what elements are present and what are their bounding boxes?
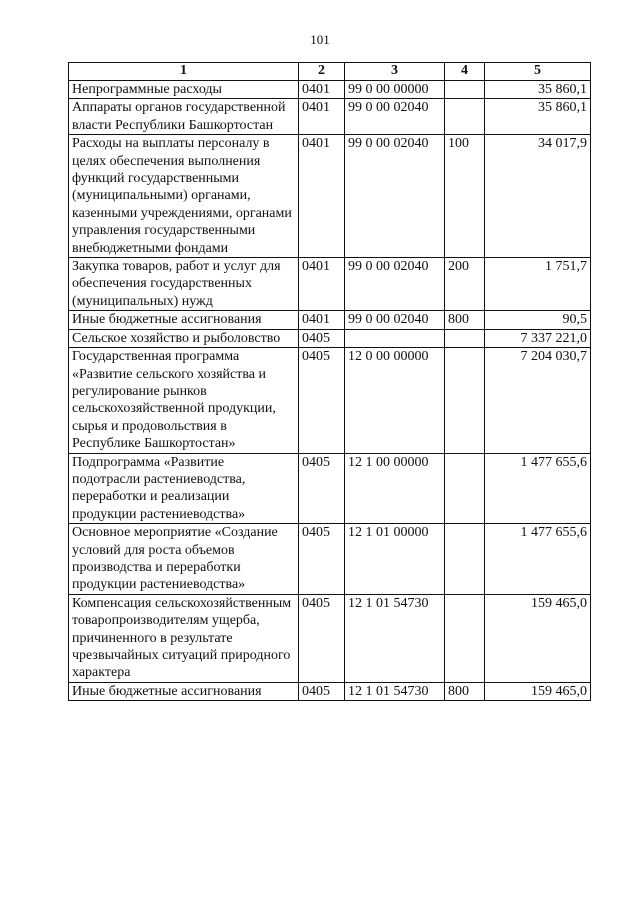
row-target: 12 1 00 00000 xyxy=(345,453,445,524)
table-row xyxy=(69,258,591,311)
table-row xyxy=(69,99,591,135)
table-header-row xyxy=(69,63,591,81)
row-name: Основное мероприятие «Создание условий для роста объемов производства и переработки продукции растениеводства» xyxy=(69,524,299,595)
column-header-amount: 5 xyxy=(485,63,591,81)
row-name: Расходы на выплаты персоналу в целях обеспечения выполнения функций государственными (муниципальными) органами, казенными учреждениями, органами управления государственными внебюджетными фондами xyxy=(69,135,299,258)
row-type: 200 xyxy=(445,258,485,311)
row-amount: 159 465,0 xyxy=(485,594,591,682)
table-row xyxy=(69,311,591,329)
row-amount: 159 465,0 xyxy=(485,682,591,700)
table-row xyxy=(69,81,591,99)
row-amount: 34 017,9 xyxy=(485,135,591,258)
column-header-type: 4 xyxy=(445,63,485,81)
row-name: Непрограммные расходы xyxy=(69,81,299,99)
row-name: Сельское хозяйство и рыболовство xyxy=(69,329,299,347)
row-amount: 1 477 655,6 xyxy=(485,453,591,524)
table-row xyxy=(69,594,591,682)
column-header-target: 3 xyxy=(345,63,445,81)
row-amount: 7 204 030,7 xyxy=(485,348,591,453)
row-type xyxy=(445,594,485,682)
row-type: 800 xyxy=(445,311,485,329)
table-row xyxy=(69,348,591,453)
row-section: 0401 xyxy=(299,99,345,135)
row-name: Иные бюджетные ассигнования xyxy=(69,311,299,329)
table-row xyxy=(69,329,591,347)
row-amount: 90,5 xyxy=(485,311,591,329)
table-row xyxy=(69,524,591,595)
row-section: 0405 xyxy=(299,453,345,524)
row-section: 0401 xyxy=(299,258,345,311)
row-amount: 1 751,7 xyxy=(485,258,591,311)
page-number: 101 xyxy=(310,32,330,47)
row-type xyxy=(445,453,485,524)
row-type xyxy=(445,81,485,99)
row-target: 12 1 01 54730 xyxy=(345,594,445,682)
row-type: 800 xyxy=(445,682,485,700)
row-name: Иные бюджетные ассигнования xyxy=(69,682,299,700)
row-type xyxy=(445,348,485,453)
row-target: 99 0 00 02040 xyxy=(345,258,445,311)
row-type xyxy=(445,524,485,595)
table-row xyxy=(69,453,591,524)
row-target: 99 0 00 02040 xyxy=(345,99,445,135)
row-target: 12 1 01 54730 xyxy=(345,682,445,700)
column-header-section: 2 xyxy=(299,63,345,81)
budget-table xyxy=(68,62,591,701)
table-row xyxy=(69,135,591,258)
row-section: 0405 xyxy=(299,682,345,700)
row-amount: 35 860,1 xyxy=(485,81,591,99)
row-amount: 1 477 655,6 xyxy=(485,524,591,595)
row-name: Закупка товаров, работ и услуг для обеспечения государственных (муниципальных) нужд xyxy=(69,258,299,311)
row-amount: 7 337 221,0 xyxy=(485,329,591,347)
row-section: 0405 xyxy=(299,594,345,682)
column-header-name: 1 xyxy=(69,63,299,81)
row-name: Государственная программа «Развитие сельского хозяйства и регулирование рынков сельскохозяйственной продукции, сырья и продовольствия в Республике Башкортостан» xyxy=(69,348,299,453)
row-amount: 35 860,1 xyxy=(485,99,591,135)
row-target xyxy=(345,329,445,347)
row-section: 0405 xyxy=(299,329,345,347)
row-name: Компенсация сельскохозяйственным товаропроизводителям ущерба, причиненного в результате чрезвычайных ситуаций природного характера xyxy=(69,594,299,682)
row-target: 12 0 00 00000 xyxy=(345,348,445,453)
row-name: Подпрограмма «Развитие подотрасли растениеводства, переработки и реализации продукции растениеводства» xyxy=(69,453,299,524)
row-target: 12 1 01 00000 xyxy=(345,524,445,595)
row-type: 100 xyxy=(445,135,485,258)
row-target: 99 0 00 00000 xyxy=(345,81,445,99)
row-section: 0405 xyxy=(299,348,345,453)
row-section: 0401 xyxy=(299,135,345,258)
row-target: 99 0 00 02040 xyxy=(345,311,445,329)
row-target: 99 0 00 02040 xyxy=(345,135,445,258)
table-row xyxy=(69,682,591,700)
row-section: 0401 xyxy=(299,311,345,329)
row-section: 0401 xyxy=(299,81,345,99)
row-type xyxy=(445,99,485,135)
row-section: 0405 xyxy=(299,524,345,595)
row-type xyxy=(445,329,485,347)
row-name: Аппараты органов государственной власти Республики Башкортостан xyxy=(69,99,299,135)
